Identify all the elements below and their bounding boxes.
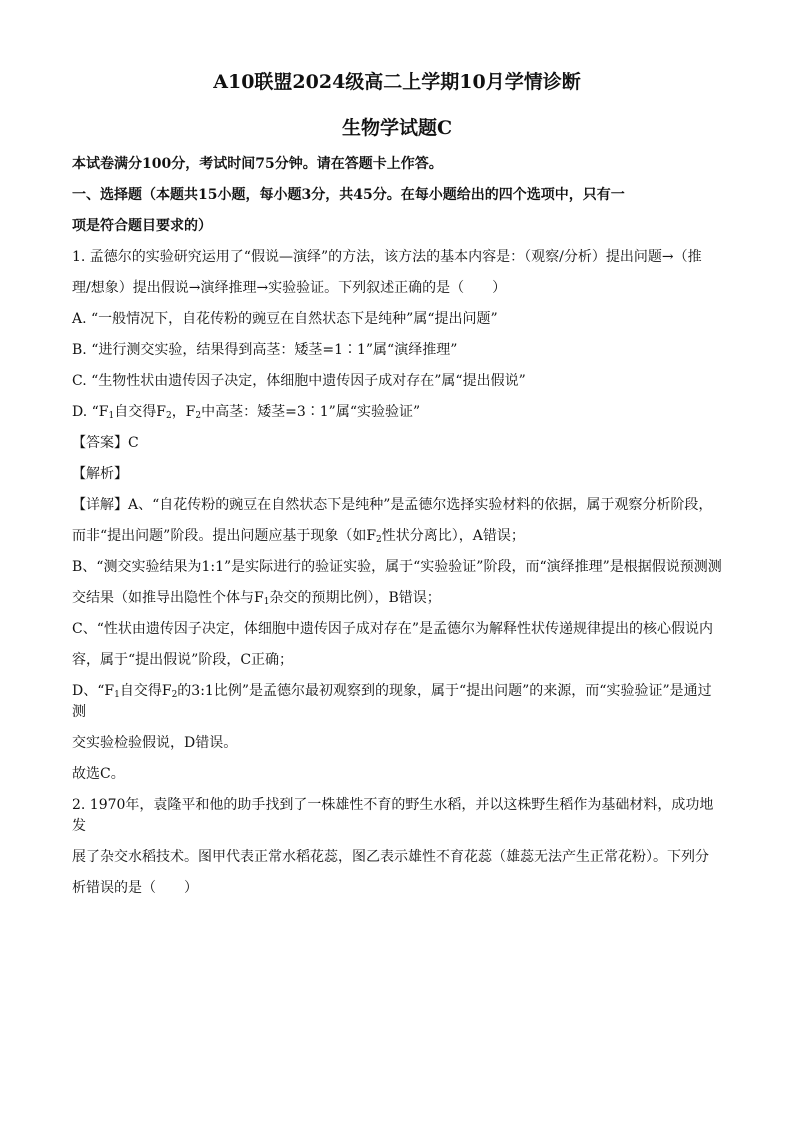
option-c: C. “生物性状由遗传因子决定，体细胞中遗传因子成对存在”属“提出假说” (72, 373, 526, 389)
question-1 (72, 247, 722, 785)
exam-title: A10联盟2024级高二上学期10月学情诊断 (213, 71, 581, 93)
section-heading-line: 一、选择题（本题共15小题，每小题3分，共45分。在每小题给出的四个选项中，只有一 (72, 187, 625, 203)
detail-a: 而非“提出问题”阶段。提出问题应基于现象（如$F_2$性状分离比），A错误； (72, 528, 525, 545)
exam-intro: 本试卷满分100分，考试时间75分钟。请在答题卡上作答。 (72, 156, 443, 172)
option-b: B. “进行测交实验，结果得到高茎：矮茎=1∶1”属“演绎推理” (72, 342, 458, 358)
option-d: D. “$F_1$自交得$F_2$，$F_2$中高茎：矮茎=3∶1”属“实验验证” (72, 404, 421, 421)
analysis-label: 【解析】 (72, 466, 128, 482)
section-heading (72, 185, 722, 237)
detail-b: B、“测交实验结果为1:1”是实际进行的验证实验，属于“实验验证”阶段，而“演绎推理”是根据假说预测测 (72, 559, 722, 575)
exam-subtitle: 生物学试题C (341, 117, 453, 139)
detail-d: 交实验检验假说，D错误。 (72, 735, 238, 751)
question-1-stem: 理/想象）提出假说→演绎推理→实验验证。下列叙述正确的是（ ） (72, 280, 507, 296)
detail-b: 交结果（如推导出隐性个体与$F_1$杂交的预期比例），B错误； (72, 590, 441, 607)
answer-label: 【答案】C (72, 435, 139, 451)
question-1-stem: 1. 孟德尔的实验研究运用了“假说—演绎”的方法，该方法的基本内容是：（观察/分析）提出问题→（推 (72, 249, 702, 265)
detail-d: D、“$F_1$自交得$F_2$的3:1比例”是孟德尔最初观察到的现象，属于“提出问题”的来源，而“实验验证”是通过测 (72, 683, 712, 720)
question-2-stem: 析错误的是（ ） (72, 880, 198, 896)
option-a: A. “一般情况下，自花传粉的豌豆在自然状态下是纯种”属“提出问题” (72, 311, 498, 327)
detail-c: 容，属于“提出假说”阶段，C正确； (72, 652, 294, 668)
conclusion: 故选C。 (72, 766, 125, 782)
section-heading-line: 项是符合题目要求的） (72, 218, 212, 234)
question-2 (72, 795, 722, 899)
question-2-stem: 2. 1970年，袁隆平和他的助手找到了一株雄性不育的野生水稻，并以这株野生稻作为基础材料，成功地发 (72, 797, 714, 834)
question-2-stem: 展了杂交水稻技术。图甲代表正常水稻花蕊，图乙表示雄性不育花蕊（雄蕊无法产生正常花粉）。下列分 (72, 849, 709, 865)
detail-a: 【详解】A、“自花传粉的豌豆在自然状态下是纯种”是孟德尔选择实验材料的依据，属于观察分析阶段， (72, 497, 713, 513)
detail-c: C、“性状由遗传因子决定，体细胞中遗传因子成对存在”是孟德尔为解释性状传递规律提出的核心假说内 (72, 621, 714, 637)
